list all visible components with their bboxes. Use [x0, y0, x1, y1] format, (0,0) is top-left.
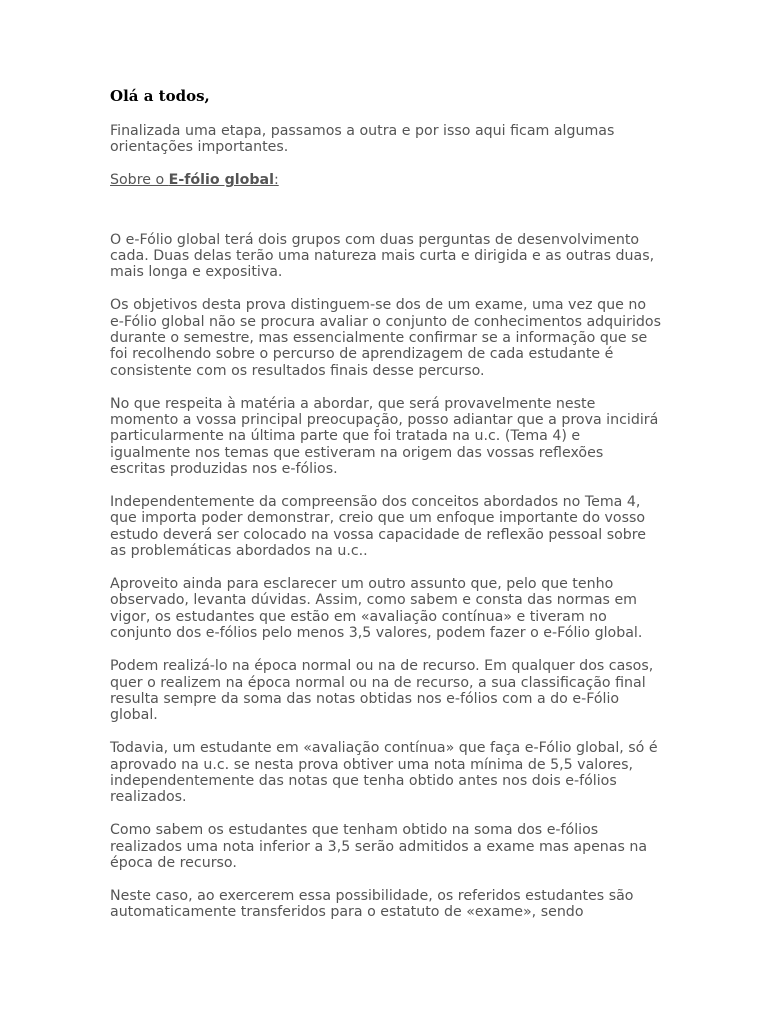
paragraph-avaliacao-continua: Aproveito ainda para esclarecer um outro assunto que, pelo que tenho observado, levanta dúvidas. Assim, como sabem e consta das normas em vigor, os estudantes que estão em «avaliação contínua» e tiveram no conjunto dos e-fólios pelo menos 3,5 valores, podem fazer o e-Fólio global. — [110, 576, 643, 642]
paragraph-epoca: Podem realizá-lo na época normal ou na de recurso. Em qualquer dos casos, quer o realizem na época normal ou na de recurso, a sua classificação final resulta sempre da soma das notas obtidas nos e-fólios com a do e-Fólio global. — [110, 658, 654, 724]
paragraph-grupos: O e-Fólio global terá dois grupos com duas perguntas de desenvolvimento cada. Duas delas terão uma natureza mais curta e dirigida e as outras duas, mais longa e expositiva. — [110, 231, 655, 281]
paragraph-estatuto-exame: Neste caso, ao exercerem essa possibilidade, os referidos estudantes são automaticamente transferidos para o estatuto de «exame», sendo — [110, 887, 634, 921]
paragraph-exame-recurso: Como sabem os estudantes que tenham obtido na soma dos e-fólios realizados uma nota inferior a 3,5 serão admitidos a exame mas apenas na época de recurso. — [110, 822, 648, 871]
document-page — [110, 86, 662, 937]
paragraph-materia: No que respeita à matéria a abordar, que será provavelmente neste momento a vossa principal preocupação, posso adiantar que a prova incidirá particularmente na última parte que foi tratada na u.c. (Tema 4) e igualmente nos temas que estiveram na origem das vossas reflexões escritas produzidas nos e-fólios. — [110, 395, 659, 478]
paragraph-nota-minima: Todavia, um estudante em «avaliação contínua» que faça e-Fólio global, só é aprovado na u.c. se nesta prova obtiver uma nota mínima de 5,5 valores, independentemente das notas que tenha obtido antes nos dois e-fólios realizados. — [110, 740, 658, 806]
section-heading-title: E-fólio global — [168, 172, 274, 189]
paragraph-objetivos: Os objetivos desta prova distinguem-se dos de um exame, uma vez que no e-Fólio global não se procura avaliar o conjunto de conhecimentos adquiridos durante o semestre, mas essencialmente confirmar se a informação que se foi recolhendo sobre o percurso de aprendizagem de cada estudante é consistente com os resultados finais desse percurso. — [110, 297, 661, 379]
paragraph-tema4: Independentemente da compreensão dos conceitos abordados no Tema 4, que importa poder demonstrar, creio que um enfoque importante do vosso estudo deverá ser colocado na vossa capacidade de reflexão pessoal sobre as problemáticas abordados na u.c.. — [110, 494, 647, 560]
section-heading-prefix: Sobre o — [110, 172, 169, 189]
intro-paragraph: Finalizada uma etapa, passamos a outra e por isso aqui ficam algumas orientações importantes. — [110, 123, 615, 156]
greeting: Olá a todos, — [110, 87, 210, 105]
section-heading — [110, 172, 662, 188]
section-heading-suffix: : — [273, 172, 279, 189]
